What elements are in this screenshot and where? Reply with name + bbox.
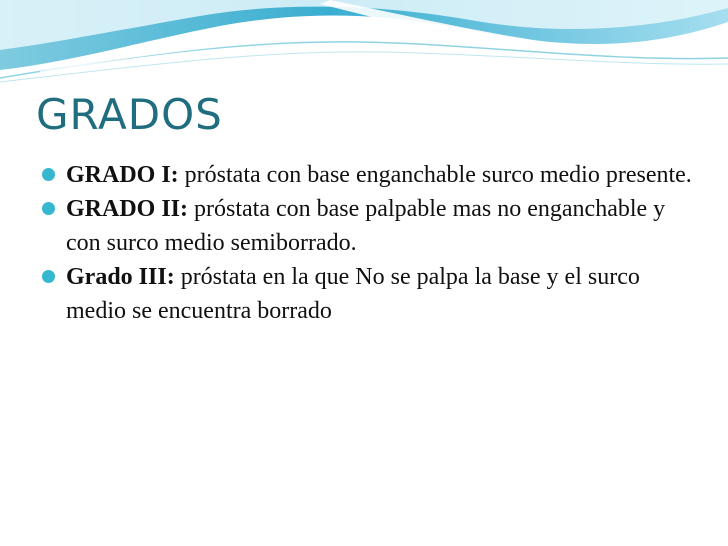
list-item-grado-1 xyxy=(42,158,702,192)
header-wave-decoration xyxy=(0,0,728,90)
list-item-grado-3 xyxy=(42,260,702,328)
list-item-grado-2 xyxy=(42,192,702,260)
bullet-list xyxy=(42,158,702,328)
slide-title: GRADOS xyxy=(36,90,223,139)
bullet-term: GRADO II: xyxy=(66,196,189,222)
bullet-icon xyxy=(42,168,55,181)
bullet-term: Grado III: xyxy=(66,264,175,290)
bullet-text: próstata con base palpable mas no enganchable y con surco medio semiborrado. xyxy=(66,196,666,256)
bullet-text: próstata con base enganchable surco medio presente. xyxy=(178,162,692,188)
bullet-text: próstata en la que No se palpa la base y el surco medio se encuentra borrado xyxy=(66,264,640,324)
bullet-icon xyxy=(42,270,55,283)
bullet-term: GRADO I: xyxy=(66,162,179,188)
bullet-icon xyxy=(42,202,55,215)
